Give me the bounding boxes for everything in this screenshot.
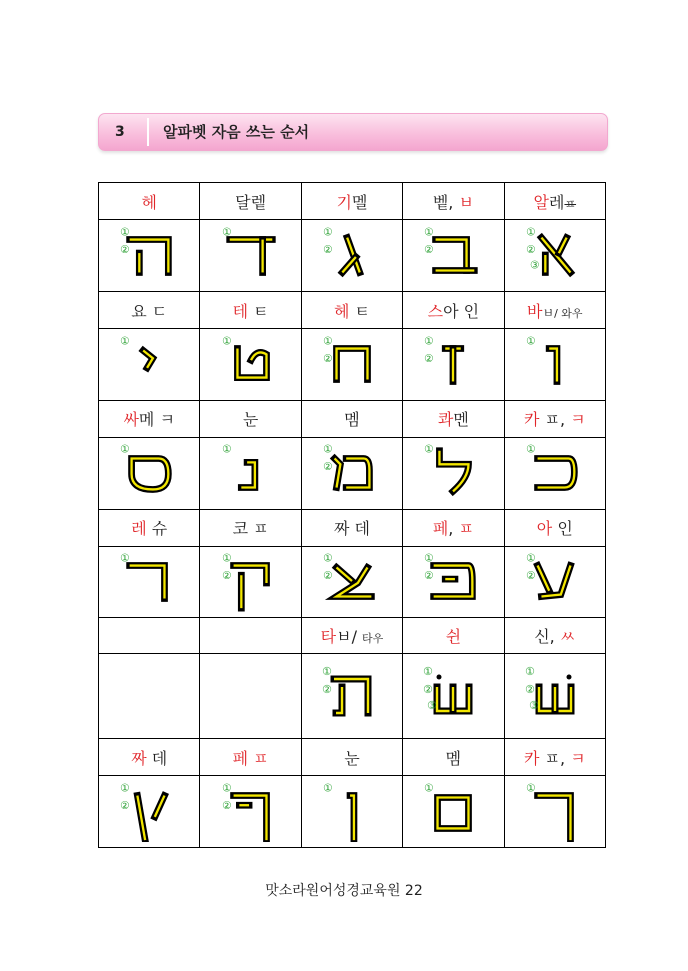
- letter-glyph-cell: [403, 438, 504, 509]
- header-divider: [147, 118, 149, 146]
- stroke-order-marker: ①: [322, 225, 333, 239]
- samekh-letter-icon: [99, 443, 199, 503]
- letter-name-red2: ㅂ: [458, 192, 474, 212]
- sin-letter-icon: [403, 660, 503, 732]
- gimel-letter-icon: [302, 226, 402, 286]
- qof-letter-icon: [201, 552, 301, 612]
- letter-glyph-cell: [403, 776, 504, 848]
- letter-name-red: 기: [336, 192, 352, 212]
- letter-name-red: 페: [232, 748, 249, 768]
- letter-name-cell: [99, 739, 200, 776]
- letter-name-black: 멜: [351, 192, 368, 212]
- glyph-row: [99, 776, 606, 848]
- letter-name-black: ㅍ,: [539, 410, 571, 430]
- letter-name-cell: [403, 618, 504, 653]
- letter-stroke-outline: [336, 348, 367, 379]
- letter-glyph-cell: [301, 776, 402, 848]
- letter-glyph-cell: [200, 220, 301, 291]
- letter-name-black: 멤: [445, 748, 462, 768]
- letter-glyph-cell: [301, 653, 402, 738]
- bet-letter-icon: [403, 226, 503, 286]
- letter-stroke-outline: [440, 451, 469, 492]
- letter-stroke-guide: [336, 348, 367, 379]
- stroke-order-marker: ①: [322, 334, 333, 348]
- letter-name-red: 헤: [141, 192, 157, 212]
- letter-glyph-cell: [200, 329, 301, 400]
- letter-glyph-cell: [200, 776, 301, 848]
- letter-name-red: 싸: [123, 410, 139, 430]
- letter-name-black: 멘: [453, 410, 469, 430]
- stroke-order-marker: ②: [221, 798, 232, 812]
- tav-letter-icon: [302, 660, 402, 732]
- letter-name-red: 페: [432, 519, 449, 539]
- letter-name-cell: [403, 509, 504, 546]
- letter-glyph-cell: [504, 329, 605, 400]
- letter-name-red2: ㅍ: [458, 519, 474, 539]
- letter-name-red: 테: [232, 301, 249, 321]
- section-header: [98, 113, 608, 151]
- letter-name-red2: ㅋ: [570, 748, 586, 768]
- letter-name-red: 바: [527, 301, 543, 321]
- letter-name-cell: [200, 291, 301, 328]
- letter-glyph-cell: [99, 438, 200, 509]
- letter-name-cell: [200, 509, 301, 546]
- letter-glyph-cell: [403, 547, 504, 618]
- letter-name-small: / 와우: [554, 306, 583, 320]
- stroke-order-marker: ②: [525, 242, 536, 256]
- letter-name-black: 코 ㅍ: [232, 519, 269, 539]
- stroke-order-marker: ①: [525, 552, 536, 565]
- letter-name-cell: [200, 183, 301, 220]
- letter-name-red: 카: [523, 410, 540, 430]
- kaf-letter-icon: [505, 443, 605, 503]
- mem-final-letter-icon: [403, 782, 503, 842]
- stroke-order-marker: ①: [120, 552, 130, 565]
- stroke-order-marker: ①: [524, 664, 535, 678]
- letter-name-black: 아 인: [443, 301, 480, 321]
- letter-stroke-outline: [130, 566, 165, 599]
- stroke-order-marker: ③: [529, 258, 540, 272]
- letter-name-red: 아: [536, 519, 553, 539]
- letter-name-black: 눈: [344, 748, 360, 768]
- stroke-order-marker: ①: [424, 781, 434, 795]
- letter-name-black: 달렡: [235, 192, 267, 212]
- stroke-order-marker: ①: [322, 443, 333, 457]
- letter-name-red: 타: [320, 626, 337, 646]
- empty-letter-icon: [99, 660, 199, 732]
- letter-glyph-cell: [403, 220, 504, 291]
- stroke-order-marker: ①: [221, 443, 232, 457]
- yod-letter-icon: [99, 335, 199, 395]
- letter-name-cell: [403, 400, 504, 437]
- letter-name-red: 알: [533, 192, 549, 212]
- letter-name-red: 레: [131, 519, 147, 539]
- letter-name-black: ㅂ/: [336, 626, 363, 646]
- letter-name-black: 짜 데: [333, 519, 370, 539]
- letter-name-cell: [504, 183, 605, 220]
- letter-name-cell: [99, 400, 200, 437]
- letter-name-black: 벹,: [432, 192, 459, 212]
- stroke-order-marker: ①: [424, 334, 434, 348]
- letter-name-cell: [504, 509, 605, 546]
- letter-stroke-guide: [438, 797, 469, 828]
- het-letter-icon: [302, 335, 402, 395]
- stroke-order-marker: ②: [221, 569, 232, 583]
- letter-glyph-cell: [99, 547, 200, 618]
- letter-stroke-outline: [537, 795, 570, 840]
- letter-glyph-cell: [200, 653, 301, 738]
- letter-glyph-cell: [504, 547, 605, 618]
- letter-name-cell: [301, 739, 402, 776]
- pe-letter-icon: [403, 552, 503, 612]
- ayin-letter-icon: [505, 552, 605, 612]
- letter-stroke-guide: [336, 568, 351, 582]
- lamed-letter-icon: [403, 443, 503, 503]
- letter-name-red2: ㅆ: [559, 626, 576, 646]
- stroke-order-marker: ②: [322, 569, 333, 583]
- stroke-order-marker: ②: [424, 242, 434, 256]
- letter-name-cell: [301, 509, 402, 546]
- stroke-order-marker: ②: [322, 351, 333, 365]
- stroke-order-marker: ①: [221, 552, 232, 565]
- stroke-order-marker: ①: [221, 334, 232, 348]
- stroke-order-marker: ①: [322, 781, 333, 795]
- stroke-order-marker: ①: [525, 781, 536, 795]
- letter-name-cell: [99, 618, 200, 653]
- letter-name-cell: [99, 291, 200, 328]
- letter-name-cell: [504, 618, 605, 653]
- glyph-row: [99, 438, 606, 509]
- dalet-letter-icon: [201, 226, 301, 286]
- letter-name-cell: [99, 183, 200, 220]
- letter-stroke-outline: [436, 239, 467, 270]
- letter-name-small: 타우: [362, 631, 384, 645]
- letter-stroke-guide: [130, 239, 169, 272]
- letter-name-red: 카: [523, 748, 540, 768]
- letter-name-red: 콰: [437, 410, 454, 430]
- letter-name-black: 요 ㄷ: [131, 301, 168, 321]
- letter-stroke-outline: [130, 239, 169, 272]
- letter-name-cell: [301, 183, 402, 220]
- resh-letter-icon: [99, 552, 199, 612]
- stroke-order-marker: ①: [221, 781, 232, 795]
- letter-name-cell: [200, 618, 301, 653]
- letter-name-red: 스: [427, 301, 444, 321]
- letter-stroke-outline: [549, 348, 557, 381]
- stroke-order-marker: ①: [424, 552, 434, 565]
- kaf-final-letter-icon: [505, 782, 605, 842]
- letter-glyph-cell: [504, 776, 605, 848]
- letter-name-black: 눈: [242, 410, 259, 430]
- letter-name-black: ,: [448, 519, 459, 539]
- letter-stroke-guide: [436, 239, 467, 270]
- letter-name-black: 데: [146, 748, 168, 768]
- shin-dot: [566, 674, 571, 679]
- letter-glyph-cell: [504, 220, 605, 291]
- letter-stroke-outline: [438, 797, 469, 828]
- letter-glyph-cell: [301, 329, 402, 400]
- letter-name-black: 메 ㅋ: [138, 410, 175, 430]
- name-row: [99, 291, 606, 328]
- stroke-order-marker: ②: [120, 798, 130, 812]
- stroke-order-marker: ②: [322, 242, 333, 256]
- letter-glyph-cell: [301, 438, 402, 509]
- stroke-order-marker: ②: [322, 460, 333, 474]
- stroke-order-marker: ①: [424, 225, 434, 239]
- stroke-order-marker: ①: [120, 225, 130, 239]
- letter-name-black: ㅌ: [248, 301, 269, 321]
- name-row: [99, 400, 606, 437]
- letter-glyph-cell: [403, 329, 504, 400]
- glyph-row: [99, 220, 606, 291]
- letter-glyph-cell: [403, 653, 504, 738]
- stroke-order-marker: ①: [322, 552, 333, 565]
- letter-name-cell: [403, 183, 504, 220]
- glyph-row: [99, 547, 606, 618]
- stroke-order-marker: ①: [120, 781, 130, 795]
- letter-name-sub: ㅂ: [542, 305, 555, 320]
- zayin-letter-icon: [403, 335, 503, 395]
- letter-name-black: ㅌ: [349, 301, 370, 321]
- letter-name-black: ㅍ,: [539, 748, 571, 768]
- stroke-order-marker: ②: [120, 242, 130, 256]
- mem-letter-icon: [302, 443, 402, 503]
- stroke-order-marker: ①: [525, 443, 536, 457]
- stroke-order-marker: ①: [221, 225, 232, 239]
- letter-glyph-cell: [504, 653, 605, 738]
- name-row: [99, 739, 606, 776]
- glyph-row: [99, 653, 606, 738]
- shin-dot: [437, 674, 442, 679]
- letter-stroke-outline: [241, 463, 255, 488]
- name-row: [99, 618, 606, 653]
- stroke-order-marker: ②: [321, 682, 332, 696]
- letter-name-cell: [200, 739, 301, 776]
- letter-glyph-cell: [99, 329, 200, 400]
- name-row: [99, 183, 606, 220]
- letter-glyph-cell: [99, 220, 200, 291]
- letter-name-cell: [99, 509, 200, 546]
- pe-final-letter-icon: [201, 782, 301, 842]
- alphabet-table: [98, 182, 606, 848]
- letter-glyph-cell: [99, 653, 200, 738]
- nun-final-letter-icon: [302, 782, 402, 842]
- name-row: [99, 509, 606, 546]
- tsadi-final-letter-icon: [99, 782, 199, 842]
- letter-name-black: 레: [548, 192, 565, 212]
- glyph-row: [99, 329, 606, 400]
- letter-name-red: 짜: [131, 748, 147, 768]
- letter-glyph-cell: [301, 547, 402, 618]
- letter-name-cell: [200, 400, 301, 437]
- letter-stroke-outline: [346, 459, 369, 488]
- stroke-order-marker: ①: [321, 664, 332, 678]
- stroke-order-marker: ①: [120, 443, 130, 457]
- letter-name-red: 쉰: [445, 626, 462, 646]
- letter-name-cell: [301, 400, 402, 437]
- letter-stroke-guide: [537, 795, 570, 840]
- shin-letter-icon: [505, 660, 605, 732]
- section-title: 알파벳 자음 쓰는 순서: [163, 123, 310, 141]
- letter-glyph-cell: [504, 438, 605, 509]
- stroke-order-marker: ②: [525, 569, 536, 583]
- letter-name-black: 멤: [344, 410, 360, 430]
- section-number: 3: [115, 124, 125, 140]
- letter-name-black: 인: [552, 519, 573, 539]
- stroke-order-marker: ②: [524, 682, 535, 696]
- letter-glyph-cell: [200, 547, 301, 618]
- letter-stroke-guide: [537, 566, 549, 591]
- stroke-order-marker: ①: [424, 443, 434, 457]
- letter-name-cell: [504, 291, 605, 328]
- nun-letter-icon: [201, 443, 301, 503]
- letter-glyph-cell: [200, 438, 301, 509]
- alef-letter-icon: [505, 226, 605, 286]
- letter-name-red2: ㅋ: [570, 410, 586, 430]
- stroke-order-marker: ①: [525, 225, 536, 239]
- empty-letter-icon: [201, 660, 301, 732]
- letter-name-cell: [504, 739, 605, 776]
- stroke-order-marker: ②: [423, 682, 434, 696]
- letter-stroke-outline: [537, 459, 574, 488]
- letter-name-cell: [301, 618, 402, 653]
- stroke-order-marker: ①: [120, 334, 130, 348]
- stroke-order-marker: ③: [427, 698, 438, 712]
- stroke-order-marker: ②: [424, 351, 434, 365]
- stroke-order-marker: ①: [525, 334, 536, 348]
- letter-name-cell: [504, 400, 605, 437]
- stroke-order-marker: ②: [424, 569, 434, 583]
- stroke-order-marker: ③: [528, 698, 539, 712]
- letter-name-black: 신,: [534, 626, 560, 646]
- letter-glyph-cell: [99, 776, 200, 848]
- letter-name-red: 헤: [333, 301, 350, 321]
- he-letter-icon: [99, 226, 199, 286]
- letter-name-red2: ㅍ: [253, 748, 269, 768]
- letter-name-black: 슈: [146, 519, 168, 539]
- tet-letter-icon: [201, 335, 301, 395]
- letter-name-cell: [301, 291, 402, 328]
- stroke-order-marker: ①: [423, 664, 434, 678]
- letter-glyph-cell: [301, 220, 402, 291]
- letter-name-cell: [403, 291, 504, 328]
- page-footer: 맛소라원어성경교육원 22: [265, 883, 423, 899]
- letter-stroke-guide: [130, 566, 165, 599]
- vav-letter-icon: [505, 335, 605, 395]
- tsadi-letter-icon: [302, 552, 402, 612]
- letter-name-cell: [403, 739, 504, 776]
- letter-name-strike: ㅍ: [564, 196, 577, 211]
